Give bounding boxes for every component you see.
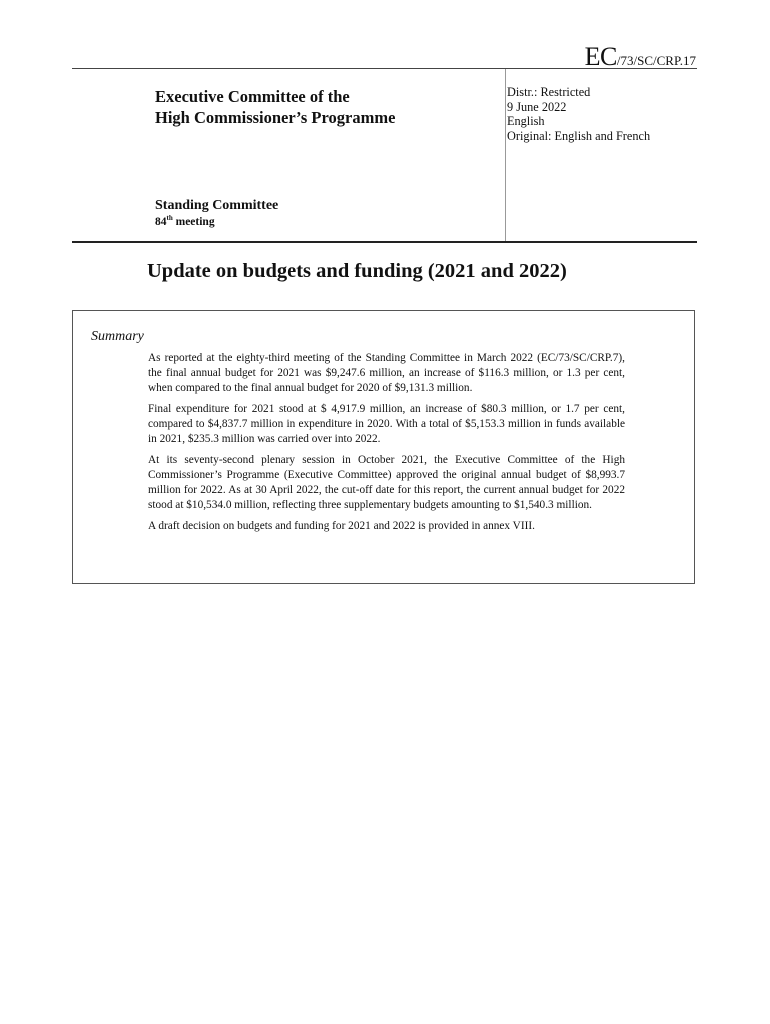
document-symbol [585,44,696,70]
summary-box [72,310,695,584]
document-symbol-suffix: /73/SC/CRP.17 [616,53,696,68]
committee-name: Standing Committee [155,198,279,213]
title-rule [72,241,697,243]
meeting-ordinal: th [166,214,173,223]
organization-name [155,86,475,128]
meeting-word: meeting [172,216,215,228]
summary-paragraph: Final expenditure for 2021 stood at $ 4,917.9 million, an increase of $80.3 million, or 1.7 per cent, compared to $4,837.7 million in expenditure in 2020. With a total of $5,153.3 million in funds available in 2021, $235.3 million was carried over into 2022. [148,403,625,445]
document-title: Update on budgets and funding (2021 and 2022) [147,260,567,282]
organization-line-1: Executive Committee of the [155,87,350,106]
header-vertical-rule [505,69,506,241]
summary-paragraph: As reported at the eighty-third meeting of the Standing Committee in March 2022 (EC/73/SC/CRP.7), the final annual budget for 2021 was $9,247.6 million, an increase of $116.3 million, or 1.3 per cent, when compared to the final annual budget for 2020 of $9,131.3 million. [148,352,625,394]
meeting-number: 84 [155,216,167,228]
document-date: 9 June 2022 [507,99,567,114]
distribution-block [507,85,697,143]
meeting-label [155,214,455,231]
summary-heading: Summary [91,329,144,344]
distribution-status: Distr.: Restricted [507,85,591,99]
committee-block [155,197,455,231]
document-language: English [507,114,545,128]
header-rule [72,68,697,69]
summary-body [148,351,625,540]
document-symbol-prefix: EC [584,42,617,71]
summary-paragraph: At its seventy-second plenary session in October 2021, the Executive Committee of the High Commissioner’s Programme (Executive Committee) approved the original annual budget of $8,993.7 million for 2022. As at 30 April 2022, the cut-off date for this report, the current annual budget for 2022 stood at $10,534.0 million, reflecting three supplementary budgets amounting to $1,540.3 million. [148,454,625,511]
original-languages: Original: English and French [507,128,651,143]
organization-line-2: High Commissioner’s Programme [155,108,396,127]
summary-paragraph: A draft decision on budgets and funding for 2021 and 2022 is provided in annex VIII. [148,520,535,532]
